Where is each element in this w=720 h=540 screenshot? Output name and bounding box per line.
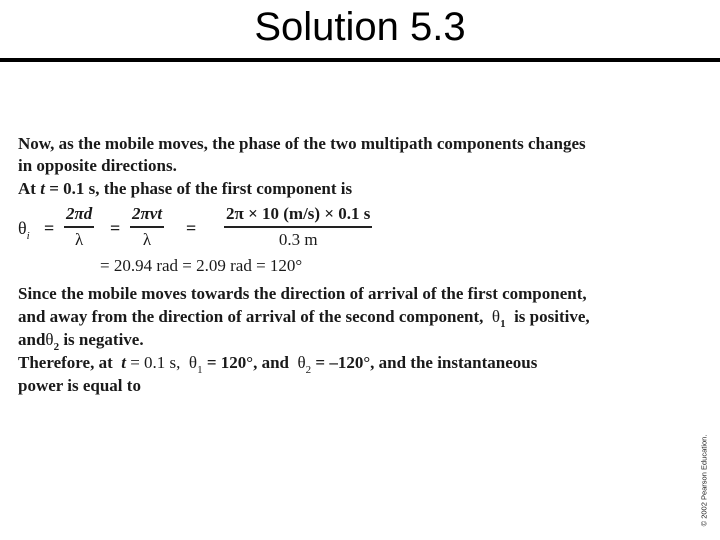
- paragraph2-and: and: [18, 330, 46, 349]
- theta-1-value: = 120°, and: [206, 353, 289, 372]
- copyright-text: © 2002 Pearson Education.: [699, 434, 709, 527]
- text-line-3: [18, 179, 352, 199]
- text-line-2: in opposite directions.: [18, 156, 177, 175]
- paragraph2-line-2-end: is positive,: [514, 307, 590, 326]
- fraction-2: [130, 204, 164, 250]
- theta-2-subscript-2: 2: [305, 364, 312, 376]
- theta-1-symbol-2: θ: [188, 353, 198, 372]
- fraction-1-numerator: 2πd: [66, 204, 93, 223]
- fraction-2-denominator: λ: [142, 230, 152, 249]
- paragraph3-line-2: power is equal to: [18, 376, 141, 395]
- therefore-text: Therefore, at: [18, 353, 113, 372]
- theta-2-symbol-2: θ: [297, 353, 306, 372]
- equals-sign-1: =: [44, 218, 55, 238]
- fraction-3: [224, 204, 372, 250]
- theta-2-subscript: 2: [53, 341, 60, 353]
- fraction-2-numerator: 2πvt: [132, 204, 163, 223]
- theta-1-subscript-2: 1: [197, 364, 203, 376]
- fraction-2-bar: [130, 226, 164, 228]
- equals-sign-3: =: [186, 218, 197, 238]
- time-variable-2: t: [121, 353, 126, 372]
- copyright-credit: [698, 431, 712, 531]
- paragraph2-line-3-end: is negative.: [63, 330, 144, 349]
- time-variable: t: [40, 179, 45, 198]
- paragraph3-line-1: [18, 353, 537, 375]
- theta-2-value: = –120°, and the instantaneous: [315, 353, 538, 372]
- theta-symbol: θ: [18, 218, 27, 238]
- fraction-1: [64, 204, 94, 250]
- paragraph2-line-1: Since the mobile moves towards the direction of arrival of the first component,: [18, 284, 587, 303]
- phase-equation: [18, 204, 438, 254]
- fraction-3-bar: [224, 226, 372, 228]
- theta-1-subscript: 1: [500, 318, 506, 330]
- phase-result: = 20.94 rad = 2.09 rad = 120°: [100, 256, 303, 275]
- theta-subscript: i: [26, 230, 30, 242]
- fraction-1-bar: [64, 226, 94, 228]
- equation-lhs: [18, 218, 30, 242]
- text-line-1: Now, as the mobile moves, the phase of the two multipath components changes: [18, 134, 586, 153]
- fraction-3-denominator: 0.3 m: [278, 230, 318, 249]
- slide-title: Solution 5.3: [254, 5, 466, 49]
- paragraph2-line-2: [18, 307, 590, 329]
- equals-sign-2: =: [110, 218, 121, 238]
- theta-1-symbol: θ: [491, 307, 501, 326]
- theta-2-symbol: θ: [45, 330, 54, 349]
- text-line-3-rest: = 0.1 s, the phase of the first component is: [44, 179, 353, 198]
- paragraph2-line-3: [18, 330, 144, 352]
- time-value: = 0.1 s,: [130, 353, 181, 372]
- fraction-1-denominator: λ: [75, 230, 84, 249]
- text-at: At: [18, 179, 41, 198]
- fraction-3-numerator: 2π × 10 (m/s) × 0.1 s: [226, 204, 371, 223]
- title-divider: [0, 58, 720, 62]
- paragraph2-line-2-text: and away from the direction of arrival of the second component,: [18, 307, 484, 326]
